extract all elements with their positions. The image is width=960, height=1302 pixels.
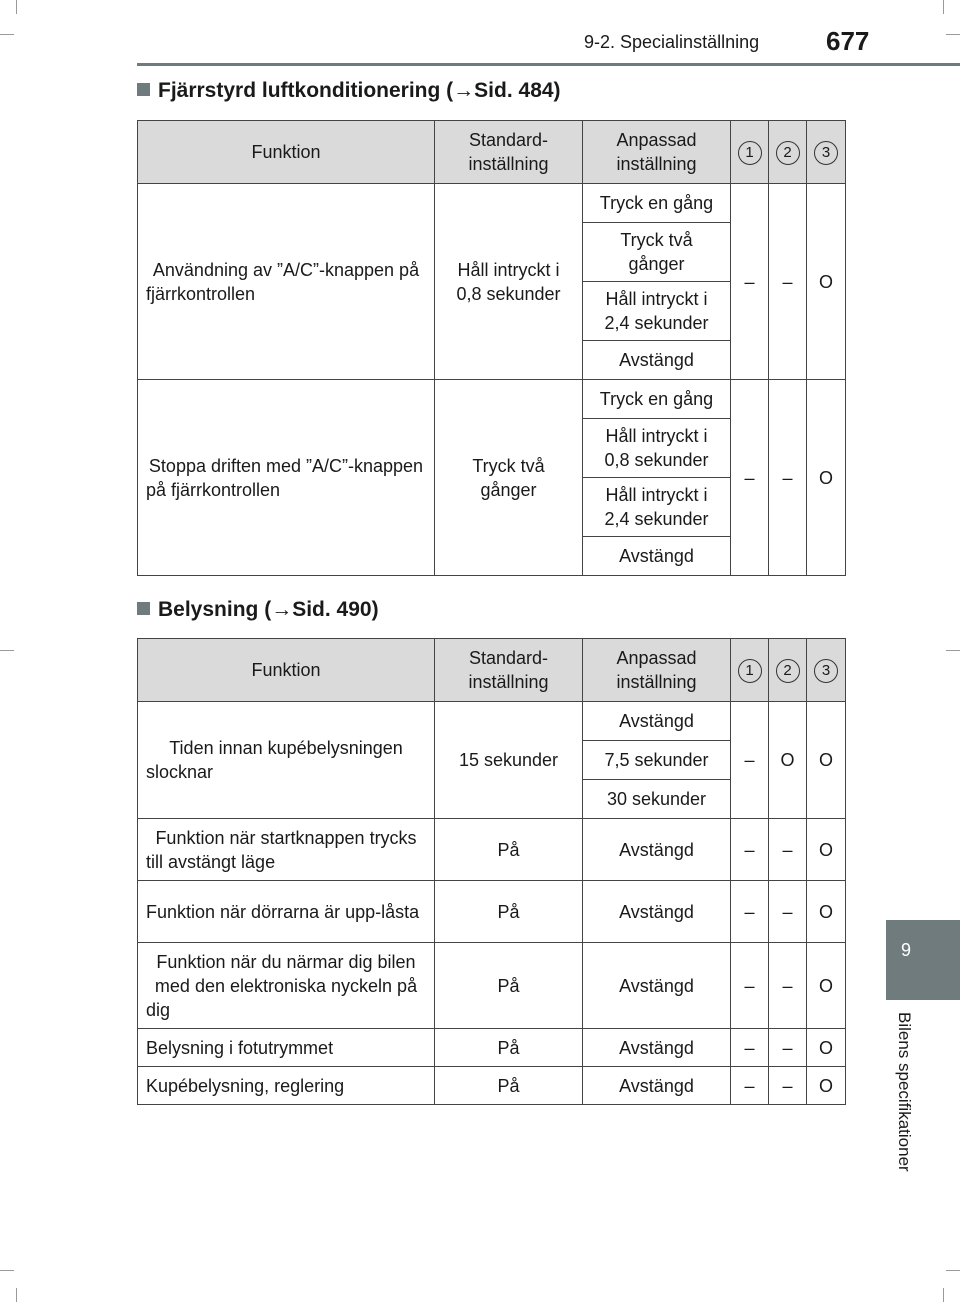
setting-1-cell: –: [731, 380, 769, 576]
lighting-settings-table: [137, 638, 846, 1105]
column-header-default: Standard- inställning: [435, 639, 583, 702]
setting-3-cell: O: [807, 881, 846, 943]
option-cell: Tryck en gång: [583, 184, 731, 223]
crop-mark: [0, 650, 14, 651]
function-cell: Användning av ”A/C”-knappen på fjärrkontrollen: [138, 184, 435, 380]
heading-text: Fjärrstyrd luftkonditionering (: [158, 79, 454, 102]
column-header-2: [769, 639, 807, 702]
bullet-square-icon: [137, 602, 150, 615]
table-row: [138, 1067, 846, 1105]
option-cell: Håll intryckt i 2,4 sekunder: [583, 282, 731, 341]
option-cell: 30 sekunder: [583, 780, 731, 819]
default-cell: På: [435, 881, 583, 943]
default-cell: På: [435, 819, 583, 881]
column-header-3: [807, 639, 846, 702]
setting-2-cell: –: [769, 943, 807, 1029]
setting-2-cell: –: [769, 881, 807, 943]
crop-mark: [16, 0, 17, 14]
setting-3-cell: O: [807, 819, 846, 881]
custom-cell: Avstängd: [583, 943, 731, 1029]
setting-2-cell: –: [769, 819, 807, 881]
setting-2-cell: –: [769, 1029, 807, 1067]
option-cell: 7,5 sekunder: [583, 741, 731, 780]
default-cell: Tryck två gånger: [435, 380, 583, 576]
table-row: [138, 1029, 846, 1067]
option-cell: Håll intryckt i 0,8 sekunder: [583, 419, 731, 478]
page-number: 677: [826, 26, 870, 56]
table-row: [138, 380, 846, 419]
column-header-2: [769, 121, 807, 184]
arrow-icon: →: [271, 598, 293, 621]
custom-cell: Avstängd: [583, 1067, 731, 1105]
custom-cell: Avstängd: [583, 819, 731, 881]
custom-cell: Avstängd: [583, 881, 731, 943]
option-cell: Håll intryckt i 2,4 sekunder: [583, 478, 731, 537]
page-reference-link[interactable]: Sid. 484): [474, 79, 561, 102]
setting-2-cell: O: [769, 702, 807, 819]
column-header-3: [807, 121, 846, 184]
function-cell: Funktion när startknappen trycks till avstängt läge: [138, 819, 435, 881]
default-cell: Håll intryckt i 0,8 sekunder: [435, 184, 583, 380]
heading-text: Belysning (: [158, 598, 272, 621]
column-header-custom: Anpassad inställning: [583, 121, 731, 184]
function-cell: Funktion när dörrarna är upp-låsta: [138, 881, 435, 943]
column-header-function: Funktion: [138, 121, 435, 184]
section-title: 9-2. Specialinställning: [584, 32, 760, 52]
crop-mark: [0, 1270, 14, 1271]
table-row: [138, 702, 846, 741]
circled-number-1-icon: 1: [738, 141, 762, 165]
header-rule: [137, 63, 960, 66]
function-cell: Belysning i fotutrymmet: [138, 1029, 435, 1067]
function-cell: Kupébelysning, reglering: [138, 1067, 435, 1105]
crop-mark: [943, 0, 944, 14]
setting-3-cell: O: [807, 1067, 846, 1105]
setting-3-cell: O: [807, 184, 846, 380]
column-header-1: [731, 121, 769, 184]
custom-cell: Avstängd: [583, 1029, 731, 1067]
crop-mark: [946, 34, 960, 35]
crop-mark: [946, 1270, 960, 1271]
crop-mark: [943, 1288, 944, 1302]
setting-3-cell: O: [807, 1029, 846, 1067]
circled-number-3-icon: 3: [814, 659, 838, 683]
default-cell: På: [435, 1067, 583, 1105]
chapter-label: Bilens specifikationer: [895, 1012, 914, 1172]
section-heading-lighting: [137, 598, 379, 622]
option-cell: Tryck en gång: [583, 380, 731, 419]
circled-number-2-icon: 2: [776, 659, 800, 683]
setting-1-cell: –: [731, 881, 769, 943]
column-header-function: Funktion: [138, 639, 435, 702]
setting-1-cell: –: [731, 819, 769, 881]
circled-number-2-icon: 2: [776, 141, 800, 165]
crop-mark: [0, 34, 14, 35]
table-row: [138, 184, 846, 223]
setting-3-cell: O: [807, 380, 846, 576]
function-cell: Tiden innan kupébelysningen slocknar: [138, 702, 435, 819]
column-header-custom: Anpassad inställning: [583, 639, 731, 702]
setting-1-cell: –: [731, 943, 769, 1029]
default-cell: På: [435, 943, 583, 1029]
option-cell: Tryck två gånger: [583, 223, 731, 282]
table-row: [138, 881, 846, 943]
setting-1-cell: –: [731, 702, 769, 819]
column-header-default: Standard- inställning: [435, 121, 583, 184]
setting-2-cell: –: [769, 380, 807, 576]
arrow-icon: →: [453, 79, 475, 102]
section-heading-climate: [137, 79, 561, 103]
page-reference-link[interactable]: Sid. 490): [292, 598, 379, 621]
column-header-1: [731, 639, 769, 702]
crop-mark: [946, 650, 960, 651]
setting-2-cell: –: [769, 1067, 807, 1105]
table-row: [138, 943, 846, 1029]
table-header-row: [138, 639, 846, 702]
setting-3-cell: O: [807, 943, 846, 1029]
chapter-number: 9: [900, 940, 911, 960]
setting-3-cell: O: [807, 702, 846, 819]
option-cell: Avstängd: [583, 537, 731, 576]
function-cell: Stoppa driften med ”A/C”-knappen på fjärrkontrollen: [138, 380, 435, 576]
table-header-row: [138, 121, 846, 184]
circled-number-3-icon: 3: [814, 141, 838, 165]
function-cell: Funktion när du närmar dig bilen med den elektroniska nyckeln på dig: [138, 943, 435, 1029]
climate-settings-table: [137, 120, 846, 576]
setting-1-cell: –: [731, 1029, 769, 1067]
bullet-square-icon: [137, 83, 150, 96]
setting-2-cell: –: [769, 184, 807, 380]
default-cell: På: [435, 1029, 583, 1067]
option-cell: Avstängd: [583, 702, 731, 741]
table-row: [138, 819, 846, 881]
crop-mark: [16, 1288, 17, 1302]
default-cell: 15 sekunder: [435, 702, 583, 819]
setting-1-cell: –: [731, 1067, 769, 1105]
setting-1-cell: –: [731, 184, 769, 380]
option-cell: Avstängd: [583, 341, 731, 380]
circled-number-1-icon: 1: [738, 659, 762, 683]
